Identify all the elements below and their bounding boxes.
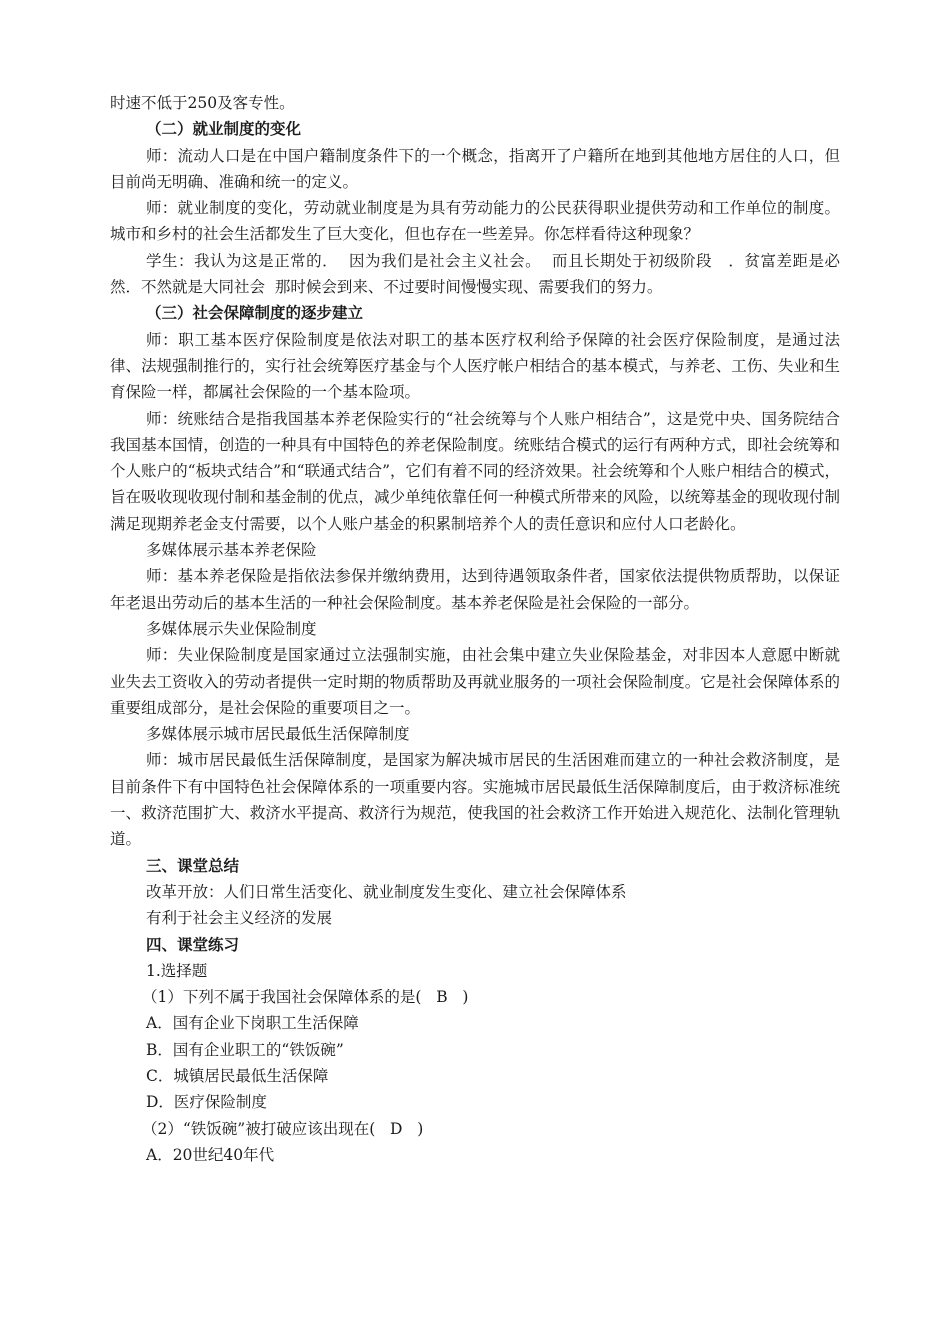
paragraph: 师：城市居民最低生活保障制度，是国家为解决城市居民的生活困难而建立的一种社会救济制度，是目前条件下有中国特色社会保障体系的一项重要内容。实施城市居民最低生活保障制度后，由于救济标准统一、救济范围扩大、救济水平提高、救济行为规范，使我国的社会救济工作开始进入规范化、法制化管理轨道。 bbox=[110, 751, 840, 849]
paragraph: 学生：我认为这是正常的． 因为我们是社会主义社会。 而且长期处于初级阶段 ．贫富差距是必然．不然就是大同社会 那时候会到来、不过要时间慢慢实现、需要我们的努力。 bbox=[110, 251, 840, 297]
paragraph: 师：就业制度的变化，劳动就业制度是为具有劳动能力的公民获得职业提供劳动和工作单位的制度。城市和乡村的社会生活都发生了巨大变化，但也存在一些差异。你怎样看待这种现象？ bbox=[110, 199, 840, 244]
multimedia-note: 多媒体展示失业保险制度 bbox=[146, 619, 317, 638]
answer-option: C．城镇居民最低生活保障 bbox=[146, 1066, 329, 1085]
paragraph: 师：失业保险制度是国家通过立法强制实施，由社会集中建立失业保险基金，对非因本人意愿中断就业失去工资收入的劳动者提供一定时期的物质帮助及再就业服务的一项社会保险制度。它是社会保障体系的重要组成部分，是社会保险的重要项目之一。 bbox=[110, 646, 840, 717]
paragraph: 时速不低于250及客专性。 bbox=[110, 94, 295, 112]
section-heading: 四、课堂练习 bbox=[146, 935, 240, 954]
exercise-label: 1.选择题 bbox=[146, 961, 208, 980]
summary-line: 改革开放：人们日常生活变化、就业制度发生变化、建立社会保障体系 bbox=[146, 882, 627, 901]
question: （2）“铁饭碗”被打破应该出现在( D ) bbox=[142, 1119, 424, 1138]
paragraph: 师：基本养老保险是指依法参保并缴纳费用，达到待遇领取条件者，国家依法提供物质帮助，以保证年老退出劳动后的基本生活的一种社会保险制度。基本养老保险是社会保险的一部分。 bbox=[110, 567, 840, 612]
question: （1）下列不属于我国社会保障体系的是( B ) bbox=[142, 988, 469, 1007]
answer-option: A．20世纪40年代 bbox=[146, 1145, 275, 1164]
paragraph: 师：统账结合是指我国基本养老保险实行的“社会统筹与个人账户相结合”，这是党中央、国务院结合我国基本国情，创造的一种具有中国特色的养老保险制度。统账结合模式的运行有两种方式，即社会统筹和个人账户的“板块式结合”和“联通式结合”，它们有着不同的经济效果。社会统筹和个人账户相结合的模式，旨在吸收现收现付制和基金制的优点，减少单纯依靠任何一种模式所带来的风险，以统筹基金的现收现付制满足现期养老金支付需要，以个人账户基金的积累制培养个人的责任意识和应付人口老龄化。 bbox=[110, 409, 840, 533]
paragraph: 师：职工基本医疗保险制度是依法对职工的基本医疗权利给予保障的社会医疗保险制度，是通过法律、法规强制推行的，实行社会统筹医疗基金与个人医疗帐户相结合的基本模式，与养老、工伤、失业和生育保险一样，都属社会保险的一个基本险项。 bbox=[110, 330, 840, 402]
multimedia-note: 多媒体展示城市居民最低生活保障制度 bbox=[146, 725, 410, 744]
section-heading: （二）就业制度的变化 bbox=[146, 120, 302, 139]
summary-line: 有利于社会主义经济的发展 bbox=[146, 909, 333, 928]
section-heading: 三、课堂总结 bbox=[146, 856, 240, 875]
answer-option: B．国有企业职工的“铁饭碗” bbox=[146, 1040, 344, 1059]
answer-option: A．国有企业下岗职工生活保障 bbox=[146, 1014, 359, 1033]
section-heading: （三）社会保障制度的逐步建立 bbox=[146, 304, 364, 323]
multimedia-note: 多媒体展示基本养老保险 bbox=[146, 541, 317, 560]
document-page bbox=[110, 90, 840, 1168]
answer-option: D．医疗保险制度 bbox=[146, 1093, 267, 1112]
paragraph: 师：流动人口是在中国户籍制度条件下的一个概念，指离开了户籍所在地到其他地方居住的人口，但目前尚无明确、准确和统一的定义。 bbox=[110, 146, 840, 191]
